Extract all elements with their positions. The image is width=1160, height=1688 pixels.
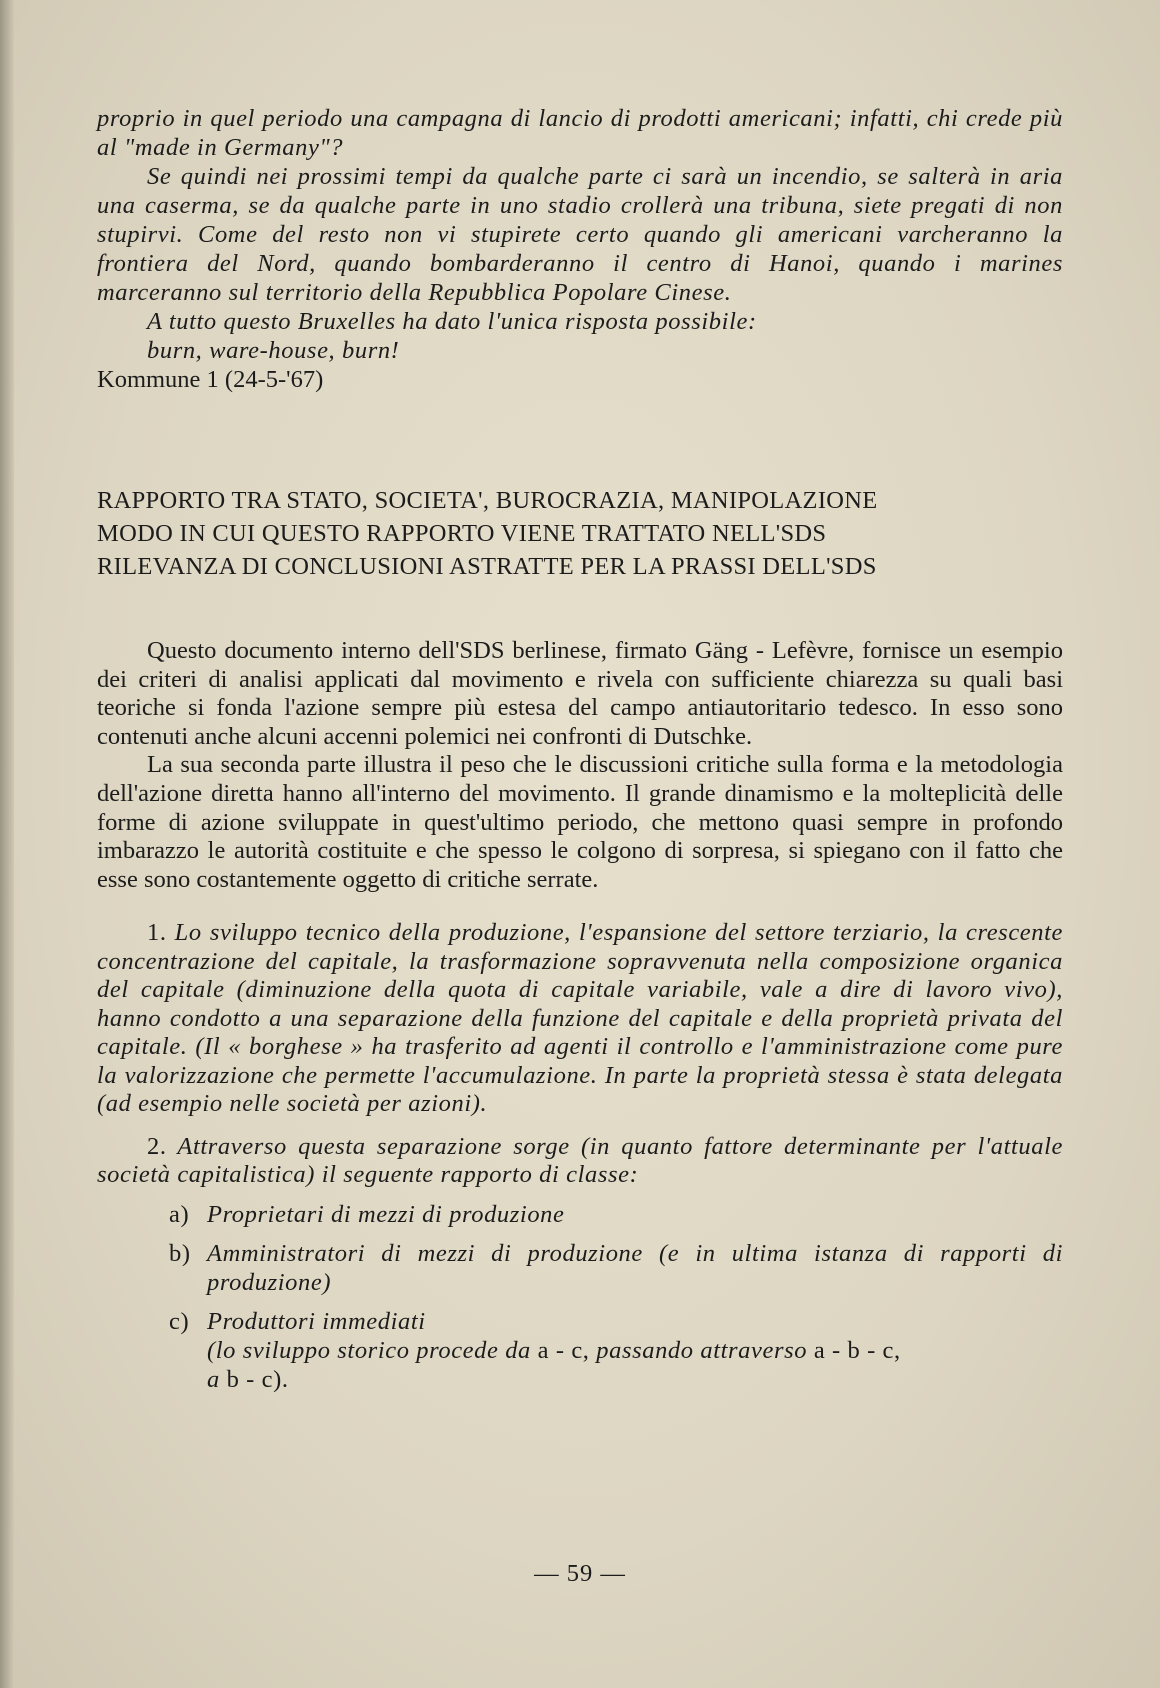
intro-slogan: burn, ware-house, burn! xyxy=(147,337,400,364)
list-item-label: c) xyxy=(169,1307,190,1335)
numbered-points xyxy=(97,919,1063,1394)
note-mid: passando attraverso xyxy=(596,1336,808,1364)
heading-line-1: RAPPORTO TRA STATO, SOCIETA', BUROCRAZIA, MANIPOLAZIONE xyxy=(97,487,878,514)
heading-line-2: MODO IN CUI QUESTO RAPPORTO VIENE TRATTATO NELL'SDS xyxy=(97,520,827,547)
note-seq-3-b: b - c). xyxy=(226,1365,289,1393)
point-2-number: 2. xyxy=(147,1132,167,1160)
list-item-a xyxy=(169,1200,1063,1229)
list-item-b xyxy=(169,1239,1063,1297)
list-item-content xyxy=(207,1307,1063,1394)
item-c-note xyxy=(207,1337,901,1393)
intro-line-1: proprio in quel periodo una campagna di lancio di prodotti americani; infatti, chi crede più al "made in Germany"? xyxy=(97,105,1063,161)
list-item-label: a) xyxy=(169,1200,190,1228)
text-block xyxy=(97,104,1063,1394)
point-1-number: 1. xyxy=(147,919,167,947)
body-paragraph-2: La sua seconda parte illustra il peso che le discussioni critiche sulla forma e la metodologia dell'azione diretta hanno all'interno del movimento. Il grande dinamismo e la molteplicità delle forme di azione sviluppate in quest'ultimo periodo, che mettono quasi sempre in profondo imbarazzo le autorità costituite e che spesso le colgono di sorpresa, si spiegano con il fatto che esse sono costantemente oggetto di critiche serrate. xyxy=(97,751,1063,893)
note-lead: (lo sviluppo storico procede da xyxy=(207,1336,531,1364)
signature: Kommune 1 (24-5-'67) xyxy=(97,366,324,393)
intro-bruxelles: A tutto questo Bruxelles ha dato l'unica risposta possibile: xyxy=(147,308,757,335)
list-item-text: Produttori immediati xyxy=(207,1307,426,1335)
note-seq-2: a - b - c, xyxy=(813,1336,901,1364)
page-spine-shadow xyxy=(0,0,14,1688)
page-number: — 59 — xyxy=(534,1560,626,1587)
note-seq-1: a - c, xyxy=(537,1336,590,1364)
intro-paragraph: Se quindi nei prossimi tempi da qualche parte ci sarà un incendio, se salterà in aria una caserma, se da qualche parte in uno stadio crollerà una tribuna, siete pregati di non stupirvi. Come del resto non vi stupirete certo quando gli americani varcheranno la frontiera del Nord, quando bombarderanno il centro di Hanoi, quando i marines marceranno sul territorio della Repubblica Popolare Cinese. xyxy=(97,163,1063,306)
point-1-text: Lo sviluppo tecnico della produzione, l'espansione del settore terziario, la crescente concentrazione del capitale, la trasformazione sopravvenuta nella composizione organica del capitale (diminuzione della quota di capitale variabile, vale a dire di lavoro vivo), hanno condotto a una separazione della funzione del capitale e della proprietà privata del capitale. (Il « borghese » ha trasferito ad agenti il controllo e l'amministrazione come pure la valorizzazione che permette l'accumulazione. In parte la proprietà stessa è stata delegata (ad esempio nelle società per azioni). xyxy=(97,919,1063,1118)
list-item-c xyxy=(169,1307,1063,1394)
body-paragraph-1: Questo documento interno dell'SDS berlinese, firmato Gäng - Lefèvre, fornisce un esempio dei criteri di analisi applicati dal movimento e rivela con sufficiente chiarezza su quali basi teoriche si fonda l'azione sempre più estesa del campo antiautoritario tedesco. In esso sono contenuti anche alcuni accenni polemici nei confronti di Dutschke. xyxy=(97,637,1063,750)
note-seq-3-a: a xyxy=(207,1365,220,1393)
list-item-text: Amministratori di mezzi di produzione (e in ultima istanza di rapporti di produzione) xyxy=(207,1239,1063,1296)
heading-line-3: RILEVANZA DI CONCLUSIONI ASTRATTE PER LA PRASSI DELL'SDS xyxy=(97,553,877,580)
point-2 xyxy=(97,1133,1063,1190)
point-2-text: Attraverso questa separazione sorge (in quanto fattore determinante per l'attuale società capitalistica) il seguente rapporto di classe: xyxy=(97,1132,1063,1189)
point-1 xyxy=(97,919,1063,1119)
list-item-label: b) xyxy=(169,1239,191,1267)
list-item-text: Proprietari di mezzi di produzione xyxy=(207,1200,565,1228)
body-section xyxy=(97,637,1063,894)
section-headings xyxy=(97,484,1063,583)
